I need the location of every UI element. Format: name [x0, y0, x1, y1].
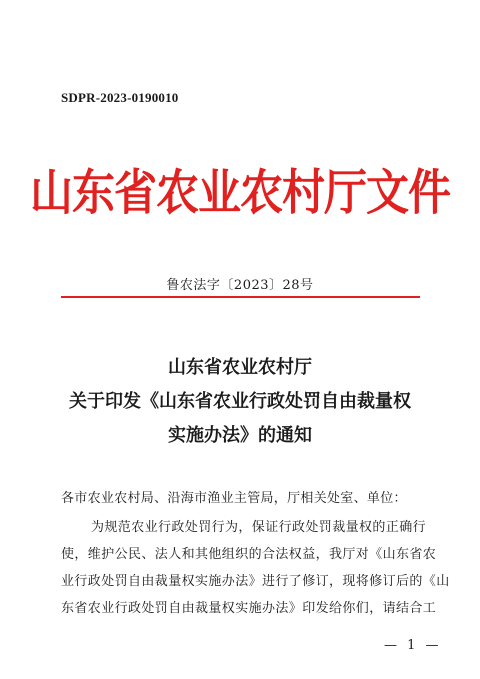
title-line: 关于印发《山东省农业行政处罚自由裁量权: [69, 391, 411, 412]
document-number: 鲁农法字〔2023〕28号: [166, 278, 314, 293]
title-line: 山东省农业农村厅: [168, 357, 312, 378]
body-paragraph: [61, 514, 450, 622]
issuing-authority-header: 山东省农业农村厅文件: [30, 165, 450, 222]
recipients-line: 各市农业农村局、沿海市渔业主管局，厅相关处室、单位：: [61, 491, 407, 506]
red-divider-line: [61, 296, 420, 298]
title-line: 实施办法》的通知: [168, 425, 312, 446]
document-title: [0, 351, 480, 453]
document-code: SDPR-2023-0190010: [61, 90, 179, 105]
page-number: — 1 —: [384, 638, 442, 653]
body-line: 为规范农业行政处罚行为，保证行政处罚裁量权的正确行: [91, 520, 427, 535]
body-line: 东省农业行政处罚自由裁量权实施办法》印发给你们，请结合工: [61, 601, 437, 616]
body-line: 使，维护公民、法人和其他组织的合法权益，我厅对《山东省农: [61, 547, 437, 562]
body-line: 业行政处罚自由裁量权实施办法》进行了修订，现将修订后的《山: [61, 574, 450, 589]
